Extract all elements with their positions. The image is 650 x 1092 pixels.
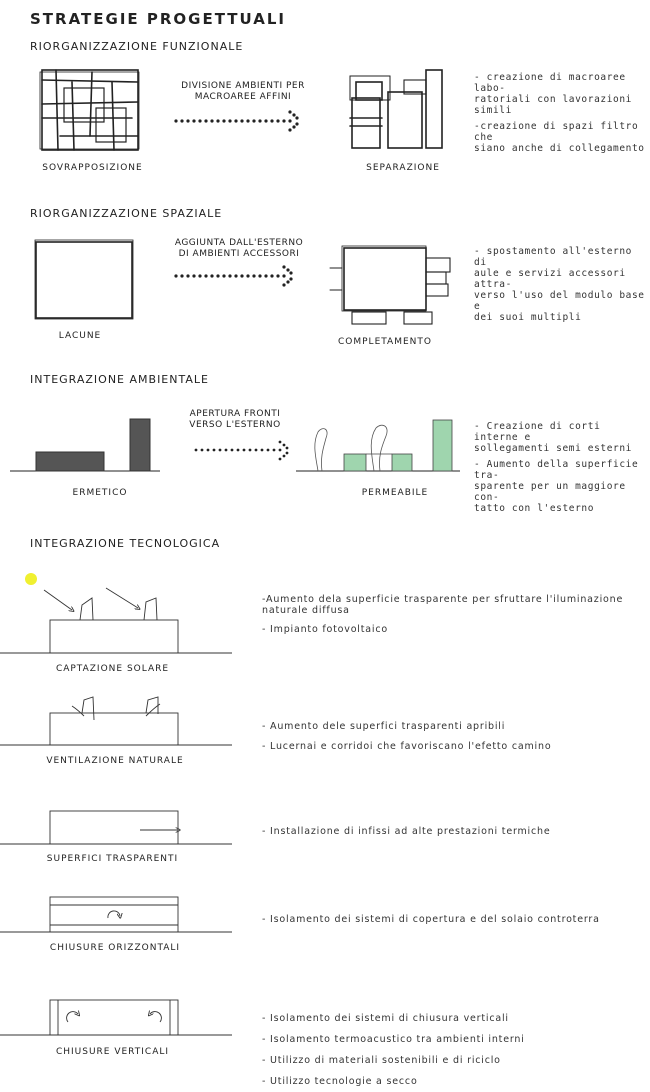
arrow-label-line: APERTURA FRONTI [189,409,281,419]
label-lacune: LACUNE [58,331,102,341]
arrow-label-funzionale [168,81,318,103]
arrow-label-line: AGGIUNTA DALL'ESTERNO [174,238,304,248]
note-line: -creazione di spazi filtro che [474,121,639,143]
arrow-label-line: MACROAREE AFFINI [194,92,292,102]
notes-ventilazione-naturale [262,721,650,752]
note-line: - Isolamento termoacustico tra ambienti interni [262,1034,525,1045]
captazione-solare-sketch [0,588,232,653]
arrow-spaziale [174,265,292,286]
note-line: - Aumento della superficie tra- [474,459,639,481]
label-permeabile: PERMEABILE [361,488,429,498]
note-line: - Lucernai e corridoi che favoriscano l'efetto camino [262,741,552,752]
arrow-label-line: DI AMBIENTI ACCESSORI [178,249,300,259]
note-line: - Utilizzo tecnologie a secco [262,1076,418,1087]
chiusure-orizzontali-sketch [0,897,232,932]
label-completamento: COMPLETAMENTO [338,337,432,347]
label-ventilazione-naturale: VENTILAZIONE NATURALE [46,756,184,766]
note-line: - Creazione di corti interne e [474,421,601,443]
note-line: - spostamento all'esterno di [474,246,632,268]
notes-superfici-trasparenti [262,826,650,837]
label-chiusure-verticali: CHIUSURE VERTICALI [55,1047,170,1057]
superfici-trasparenti-sketch [0,811,232,844]
note-line: - Aumento dele superfici trasparenti apribili [262,721,506,732]
lacune-sketch [35,240,133,319]
ermetico-sketch [10,419,160,471]
ventilazione-naturale-sketch [0,697,232,745]
note-line: - Utilizzo di materiali sostenibili e di riciclo [262,1055,501,1066]
note-line: - Impianto fotovoltaico [262,624,388,635]
note-line: tatto con l'esterno [474,503,595,514]
arrow-label-ambientale [175,409,295,431]
note-line: dei suoi multipli [474,312,582,323]
label-captazione-solare: CAPTAZIONE SOLARE [55,664,170,674]
arrow-label-spaziale [164,238,314,260]
permeabile-sketch [296,420,460,471]
note-line: -Aumento dela superficie trasparente per sfruttare l'iluminazione [262,594,624,605]
label-sovrapposizione: SOVRAPPOSIZIONE [42,163,143,173]
section-heading-funzionale: RIORGANIZZAZIONE FUNZIONALE [30,40,244,53]
note-line: siano anche di collegamento [474,143,645,154]
section-heading-tecnologica: INTEGRAZIONE TECNOLOGICA [30,537,221,550]
label-separazione: SEPARAZIONE [366,163,440,173]
arrow-label-line: DIVISIONE AMBIENTI PER [181,81,305,91]
note-line: - Isolamento dei sistemi di copertura e del solaio controterra [262,914,600,925]
completamento-sketch [330,246,450,324]
notes-chiusure-orizzontali [262,914,650,925]
section-heading-spaziale: RIORGANIZZAZIONE SPAZIALE [30,207,223,220]
note-line: naturale diffusa [262,605,350,616]
label-superfici-trasparenti: SUPERFICI TRASPARENTI [46,854,179,864]
sovrapposizione-sketch [40,70,139,150]
arrow-funzionale [174,110,298,131]
notes-spaziale [474,246,650,323]
note-line: - Installazione di infissi ad alte prestazioni termiche [262,826,551,837]
note-line: aule e servizi accessori attra- [474,268,626,290]
note-line: sparente per un maggiore con- [474,481,626,503]
notes-ambientale [474,421,650,514]
notes-funzionale [474,72,650,154]
section-heading-ambientale: INTEGRAZIONE AMBIENTALE [30,373,209,386]
note-line: sollegamenti semi esterni [474,443,632,454]
note-line: - creazione di macroaree labo- [474,72,626,94]
notes-chiusure-verticali [262,1008,650,1092]
note-line: verso l'uso del modulo base e [474,290,645,312]
label-ermetico: ERMETICO [72,488,128,498]
arrow-label-line: VERSO L'ESTERNO [189,420,281,430]
sun-icon [25,573,37,585]
arrow-ambientale [195,441,289,461]
notes-captazione-solare [262,594,650,635]
note-line: - Isolamento dei sistemi di chiusura verticali [262,1013,509,1024]
chiusure-verticali-sketch [0,1000,232,1035]
note-line: ratoriali con lavorazioni simili [474,94,632,116]
label-chiusure-orizzontali: CHIUSURE ORIZZONTALI [49,943,181,953]
page-title: STRATEGIE PROGETTUALI [30,10,286,28]
separazione-sketch [350,70,442,148]
